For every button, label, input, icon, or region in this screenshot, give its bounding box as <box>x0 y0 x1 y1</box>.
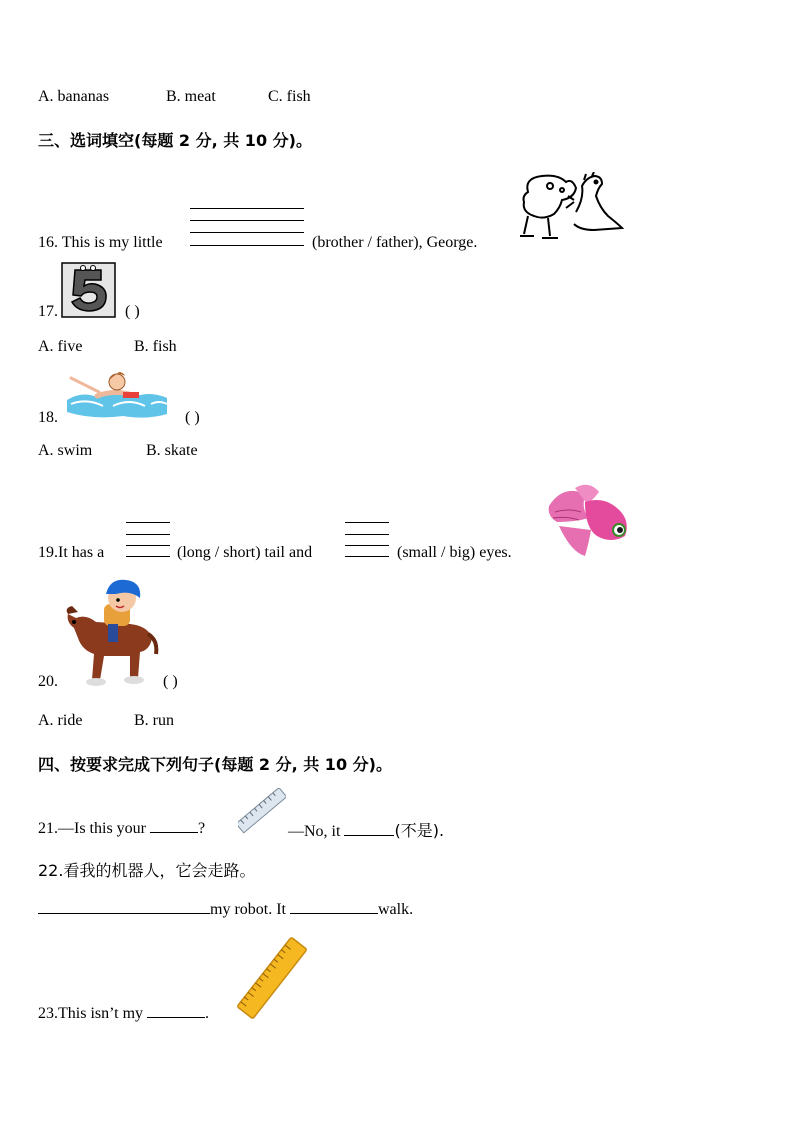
q15-option-b: B. meat <box>166 88 216 105</box>
q19-prefix: 19.It has a <box>38 544 105 561</box>
q21-blank-1[interactable] <box>150 818 198 833</box>
q17-number: 17. <box>38 303 58 320</box>
q19-line-a-4 <box>126 556 170 557</box>
q19-line-b-1 <box>345 522 389 523</box>
q18-answer-paren: ( ) <box>185 409 200 426</box>
q20-answer-paren: ( ) <box>163 673 178 690</box>
yellow-ruler-icon <box>234 936 310 1020</box>
q20-option-b: B. run <box>134 712 174 729</box>
q21-line <box>38 818 205 838</box>
q22-end: walk. <box>378 901 414 918</box>
q22-prompt: 22.看我的机器人，它会走路。 <box>38 861 256 880</box>
section3-heading: 三、选词填空(每题 2 分, 共 10 分)。 <box>38 131 312 150</box>
q22-middle: my robot. It <box>210 901 286 918</box>
q23-blank[interactable] <box>147 1003 205 1018</box>
q18-option-b: B. skate <box>146 442 198 459</box>
boy-riding-horse-illustration <box>60 578 160 690</box>
q23-text: 23.This isn’t my <box>38 1005 144 1022</box>
q21-hint: (不是). <box>394 821 445 840</box>
swimming-girl-illustration <box>63 368 171 420</box>
q19-line-a-3 <box>126 545 170 546</box>
q19-line-b-2 <box>345 534 389 535</box>
q19-line-a-2 <box>126 534 170 535</box>
q19-line-b-3 <box>345 545 389 546</box>
q21-question-mark: ? <box>198 820 206 837</box>
q21-question: —Is this your <box>58 820 146 837</box>
q21-blank-2[interactable] <box>344 821 394 836</box>
q16-writing-line-2 <box>190 220 304 221</box>
q23-end: . <box>205 1005 210 1022</box>
q15-option-c: C. fish <box>268 88 311 105</box>
ruler-icon <box>238 788 286 834</box>
q20-number: 20. <box>38 673 58 690</box>
q23-sentence <box>38 1003 209 1023</box>
q21-answer: —No, it <box>288 823 341 840</box>
q22-blank-2[interactable] <box>290 899 378 914</box>
q22-blank-1[interactable] <box>38 899 210 914</box>
goldfish-illustration <box>545 482 637 560</box>
q16-choices: (brother / father), George. <box>312 234 478 251</box>
section4-heading: 四、按要求完成下列句子(每题 2 分, 共 10 分)。 <box>38 755 392 774</box>
q18-option-a: A. swim <box>38 442 93 459</box>
q21-number: 21. <box>38 820 58 837</box>
q19-line-a-1 <box>126 522 170 523</box>
q19-middle: (long / short) tail and <box>177 544 313 561</box>
q15-options <box>38 88 109 106</box>
q15-option-a: A. bananas <box>38 88 110 105</box>
q16-writing-line-4 <box>190 245 304 246</box>
q19-end: (small / big) eyes. <box>397 544 512 561</box>
peppa-george-illustration <box>514 172 624 244</box>
q22-sentence <box>38 899 413 919</box>
q16-writing-line-3 <box>190 232 304 233</box>
number-five-icon <box>61 262 116 318</box>
q19-line-b-4 <box>345 556 389 557</box>
q17-answer-paren: ( ) <box>125 303 140 320</box>
q17-option-b: B. fish <box>134 338 177 355</box>
q20-option-a: A. ride <box>38 712 83 729</box>
q16-prefix: 16. This is my little <box>38 234 163 251</box>
q16-writing-line-1 <box>190 208 304 209</box>
q18-number: 18. <box>38 409 58 426</box>
q17-option-a: A. five <box>38 338 83 355</box>
q21-reply <box>288 818 444 841</box>
